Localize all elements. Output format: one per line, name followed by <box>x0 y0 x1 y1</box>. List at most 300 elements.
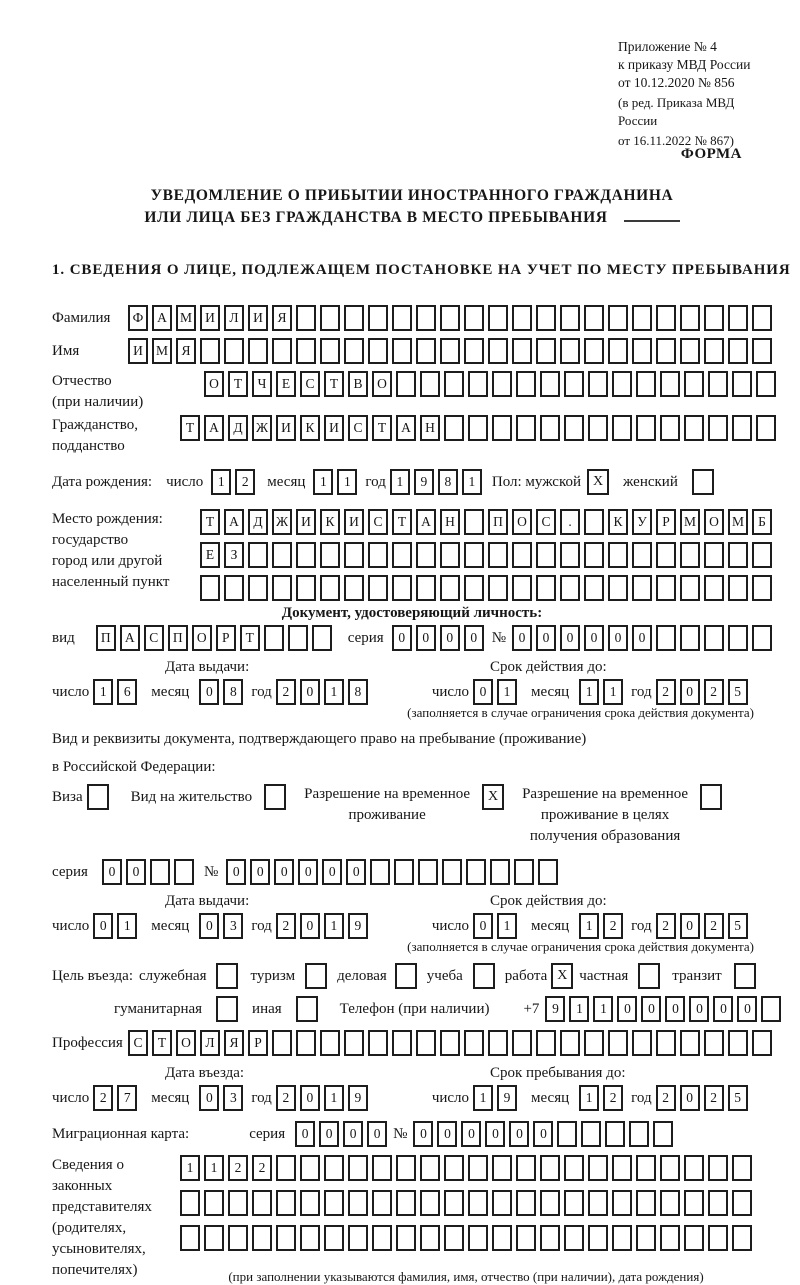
char-cell[interactable]: 2 <box>252 1155 272 1181</box>
char-cell[interactable] <box>612 1190 632 1216</box>
char-cell[interactable] <box>180 1225 200 1251</box>
char-cell[interactable] <box>564 1155 584 1181</box>
char-cell[interactable] <box>605 1121 625 1147</box>
char-cell[interactable] <box>324 1155 344 1181</box>
char-cell[interactable] <box>632 542 652 568</box>
char-cell[interactable] <box>344 1030 364 1056</box>
temp-edu-checkbox[interactable] <box>700 784 722 810</box>
char-cell[interactable] <box>368 305 388 331</box>
char-cell[interactable] <box>368 1030 388 1056</box>
char-cell[interactable]: 1 <box>324 1085 344 1111</box>
char-cell[interactable] <box>174 859 194 885</box>
char-cell[interactable] <box>276 1155 296 1181</box>
char-cell[interactable] <box>416 305 436 331</box>
char-cell[interactable] <box>440 305 460 331</box>
char-cell[interactable] <box>492 1190 512 1216</box>
char-cell[interactable] <box>584 575 604 601</box>
char-cell[interactable]: 2 <box>603 1085 623 1111</box>
char-cell[interactable] <box>612 1155 632 1181</box>
char-cell[interactable]: 1 <box>579 913 599 939</box>
char-cell[interactable] <box>608 305 628 331</box>
char-cell[interactable] <box>680 625 700 651</box>
char-cell[interactable]: Я <box>272 305 292 331</box>
char-cell[interactable] <box>536 542 556 568</box>
char-cell[interactable] <box>704 625 724 651</box>
char-cell[interactable]: Я <box>224 1030 244 1056</box>
char-cell[interactable] <box>536 338 556 364</box>
char-cell[interactable] <box>492 1155 512 1181</box>
char-cell[interactable]: Т <box>200 509 220 535</box>
char-cell[interactable]: О <box>512 509 532 535</box>
char-cell[interactable]: 0 <box>274 859 294 885</box>
char-cell[interactable]: 0 <box>689 996 709 1022</box>
char-cell[interactable]: 0 <box>392 625 412 651</box>
char-cell[interactable] <box>488 1030 508 1056</box>
char-cell[interactable]: Т <box>152 1030 172 1056</box>
char-cell[interactable]: Т <box>180 415 200 441</box>
char-cell[interactable] <box>512 305 532 331</box>
char-cell[interactable]: Ч <box>252 371 272 397</box>
char-cell[interactable] <box>248 338 268 364</box>
char-cell[interactable] <box>588 1225 608 1251</box>
female-checkbox[interactable] <box>692 469 714 495</box>
char-cell[interactable] <box>756 371 776 397</box>
char-cell[interactable]: О <box>204 371 224 397</box>
char-cell[interactable] <box>516 371 536 397</box>
char-cell[interactable] <box>420 1155 440 1181</box>
char-cell[interactable]: 3 <box>223 913 243 939</box>
char-cell[interactable] <box>761 996 781 1022</box>
char-cell[interactable] <box>464 509 484 535</box>
char-cell[interactable]: А <box>152 305 172 331</box>
char-cell[interactable] <box>704 575 724 601</box>
char-cell[interactable]: 0 <box>632 625 652 651</box>
char-cell[interactable] <box>228 1190 248 1216</box>
char-cell[interactable] <box>680 575 700 601</box>
char-cell[interactable] <box>468 415 488 441</box>
char-cell[interactable] <box>728 625 748 651</box>
char-cell[interactable]: Т <box>240 625 260 651</box>
char-cell[interactable]: А <box>416 509 436 535</box>
char-cell[interactable]: 1 <box>593 996 613 1022</box>
char-cell[interactable] <box>392 338 412 364</box>
char-cell[interactable] <box>296 575 316 601</box>
char-cell[interactable]: С <box>536 509 556 535</box>
char-cell[interactable] <box>656 1030 676 1056</box>
char-cell[interactable]: 1 <box>180 1155 200 1181</box>
char-cell[interactable] <box>660 415 680 441</box>
char-cell[interactable] <box>564 415 584 441</box>
char-cell[interactable]: 8 <box>348 679 368 705</box>
char-cell[interactable]: И <box>248 305 268 331</box>
char-cell[interactable] <box>464 338 484 364</box>
char-cell[interactable] <box>344 542 364 568</box>
char-cell[interactable]: 0 <box>440 625 460 651</box>
char-cell[interactable]: О <box>372 371 392 397</box>
char-cell[interactable]: 0 <box>126 859 146 885</box>
char-cell[interactable] <box>416 542 436 568</box>
char-cell[interactable] <box>392 305 412 331</box>
char-cell[interactable]: 1 <box>462 469 482 495</box>
char-cell[interactable]: 0 <box>295 1121 315 1147</box>
char-cell[interactable] <box>704 542 724 568</box>
char-cell[interactable] <box>732 1190 752 1216</box>
char-cell[interactable]: 1 <box>579 679 599 705</box>
char-cell[interactable] <box>584 338 604 364</box>
char-cell[interactable] <box>440 338 460 364</box>
char-cell[interactable] <box>296 305 316 331</box>
char-cell[interactable] <box>536 1030 556 1056</box>
char-cell[interactable]: 2 <box>276 679 296 705</box>
char-cell[interactable] <box>418 859 438 885</box>
char-cell[interactable] <box>540 1225 560 1251</box>
char-cell[interactable]: 0 <box>560 625 580 651</box>
humanitarian-checkbox[interactable] <box>216 996 238 1022</box>
char-cell[interactable]: С <box>144 625 164 651</box>
char-cell[interactable]: К <box>608 509 628 535</box>
char-cell[interactable] <box>444 371 464 397</box>
char-cell[interactable]: 0 <box>641 996 661 1022</box>
char-cell[interactable]: Е <box>276 371 296 397</box>
char-cell[interactable]: 9 <box>348 913 368 939</box>
char-cell[interactable] <box>320 575 340 601</box>
char-cell[interactable] <box>728 575 748 601</box>
char-cell[interactable]: 0 <box>199 913 219 939</box>
char-cell[interactable]: 0 <box>300 913 320 939</box>
char-cell[interactable]: 0 <box>226 859 246 885</box>
other-checkbox[interactable] <box>296 996 318 1022</box>
char-cell[interactable]: Б <box>752 509 772 535</box>
char-cell[interactable] <box>636 415 656 441</box>
char-cell[interactable]: 0 <box>737 996 757 1022</box>
char-cell[interactable] <box>560 305 580 331</box>
char-cell[interactable]: Ж <box>252 415 272 441</box>
char-cell[interactable] <box>684 1190 704 1216</box>
char-cell[interactable] <box>370 859 390 885</box>
char-cell[interactable] <box>564 371 584 397</box>
char-cell[interactable]: А <box>120 625 140 651</box>
char-cell[interactable] <box>732 1225 752 1251</box>
char-cell[interactable] <box>488 542 508 568</box>
char-cell[interactable]: 0 <box>464 625 484 651</box>
char-cell[interactable]: 0 <box>584 625 604 651</box>
char-cell[interactable]: М <box>680 509 700 535</box>
char-cell[interactable] <box>752 1030 772 1056</box>
char-cell[interactable]: М <box>728 509 748 535</box>
char-cell[interactable] <box>440 542 460 568</box>
char-cell[interactable] <box>464 1030 484 1056</box>
char-cell[interactable] <box>372 1155 392 1181</box>
char-cell[interactable]: 9 <box>545 996 565 1022</box>
char-cell[interactable]: 0 <box>617 996 637 1022</box>
char-cell[interactable] <box>392 542 412 568</box>
char-cell[interactable] <box>632 338 652 364</box>
char-cell[interactable]: Т <box>392 509 412 535</box>
char-cell[interactable]: 0 <box>199 1085 219 1111</box>
char-cell[interactable]: С <box>300 371 320 397</box>
char-cell[interactable] <box>490 859 510 885</box>
char-cell[interactable] <box>444 1225 464 1251</box>
char-cell[interactable] <box>728 542 748 568</box>
char-cell[interactable]: 0 <box>536 625 556 651</box>
char-cell[interactable] <box>324 1225 344 1251</box>
char-cell[interactable]: З <box>224 542 244 568</box>
char-cell[interactable]: 5 <box>728 1085 748 1111</box>
char-cell[interactable]: П <box>168 625 188 651</box>
char-cell[interactable]: 0 <box>437 1121 457 1147</box>
char-cell[interactable] <box>660 1190 680 1216</box>
char-cell[interactable] <box>512 575 532 601</box>
char-cell[interactable] <box>488 338 508 364</box>
char-cell[interactable]: Т <box>372 415 392 441</box>
char-cell[interactable] <box>248 575 268 601</box>
char-cell[interactable]: 1 <box>569 996 589 1022</box>
char-cell[interactable]: М <box>152 338 172 364</box>
char-cell[interactable]: 0 <box>473 913 493 939</box>
char-cell[interactable] <box>608 338 628 364</box>
char-cell[interactable]: 5 <box>728 679 748 705</box>
char-cell[interactable] <box>468 1155 488 1181</box>
char-cell[interactable] <box>248 542 268 568</box>
char-cell[interactable]: . <box>560 509 580 535</box>
char-cell[interactable] <box>632 575 652 601</box>
char-cell[interactable] <box>656 625 676 651</box>
char-cell[interactable]: Т <box>324 371 344 397</box>
char-cell[interactable] <box>204 1190 224 1216</box>
char-cell[interactable] <box>200 575 220 601</box>
male-checkbox[interactable]: X <box>587 469 609 495</box>
char-cell[interactable] <box>468 1190 488 1216</box>
char-cell[interactable] <box>584 509 604 535</box>
char-cell[interactable] <box>348 1190 368 1216</box>
char-cell[interactable] <box>728 305 748 331</box>
char-cell[interactable] <box>444 1190 464 1216</box>
char-cell[interactable] <box>416 1030 436 1056</box>
char-cell[interactable]: Р <box>216 625 236 651</box>
char-cell[interactable]: 8 <box>438 469 458 495</box>
char-cell[interactable]: М <box>176 305 196 331</box>
char-cell[interactable] <box>320 338 340 364</box>
char-cell[interactable] <box>516 1155 536 1181</box>
char-cell[interactable] <box>612 1225 632 1251</box>
char-cell[interactable] <box>680 542 700 568</box>
char-cell[interactable] <box>636 1155 656 1181</box>
char-cell[interactable] <box>632 305 652 331</box>
char-cell[interactable]: 2 <box>228 1155 248 1181</box>
char-cell[interactable]: 9 <box>414 469 434 495</box>
char-cell[interactable] <box>420 1225 440 1251</box>
char-cell[interactable] <box>680 1030 700 1056</box>
char-cell[interactable] <box>636 1225 656 1251</box>
char-cell[interactable] <box>564 1190 584 1216</box>
char-cell[interactable] <box>312 625 332 651</box>
char-cell[interactable]: 0 <box>93 913 113 939</box>
char-cell[interactable]: 2 <box>704 679 724 705</box>
char-cell[interactable]: Р <box>248 1030 268 1056</box>
char-cell[interactable] <box>656 305 676 331</box>
char-cell[interactable]: 2 <box>656 1085 676 1111</box>
char-cell[interactable] <box>612 415 632 441</box>
char-cell[interactable] <box>396 1190 416 1216</box>
char-cell[interactable] <box>276 1190 296 1216</box>
char-cell[interactable] <box>732 415 752 441</box>
char-cell[interactable] <box>560 1030 580 1056</box>
char-cell[interactable] <box>516 1190 536 1216</box>
char-cell[interactable] <box>728 1030 748 1056</box>
char-cell[interactable] <box>636 1190 656 1216</box>
char-cell[interactable] <box>538 859 558 885</box>
char-cell[interactable] <box>348 1155 368 1181</box>
char-cell[interactable] <box>728 338 748 364</box>
char-cell[interactable] <box>224 338 244 364</box>
char-cell[interactable]: Т <box>228 371 248 397</box>
char-cell[interactable]: 0 <box>485 1121 505 1147</box>
char-cell[interactable] <box>560 575 580 601</box>
char-cell[interactable]: 1 <box>497 913 517 939</box>
char-cell[interactable] <box>629 1121 649 1147</box>
char-cell[interactable]: О <box>176 1030 196 1056</box>
char-cell[interactable] <box>272 1030 292 1056</box>
char-cell[interactable]: П <box>96 625 116 651</box>
char-cell[interactable] <box>752 542 772 568</box>
char-cell[interactable] <box>288 625 308 651</box>
char-cell[interactable] <box>180 1190 200 1216</box>
char-cell[interactable] <box>300 1225 320 1251</box>
char-cell[interactable] <box>516 1225 536 1251</box>
char-cell[interactable]: 1 <box>313 469 333 495</box>
char-cell[interactable]: 0 <box>322 859 342 885</box>
char-cell[interactable]: 1 <box>337 469 357 495</box>
char-cell[interactable] <box>564 1225 584 1251</box>
char-cell[interactable] <box>296 1030 316 1056</box>
char-cell[interactable] <box>444 1155 464 1181</box>
char-cell[interactable]: А <box>204 415 224 441</box>
visa-checkbox[interactable] <box>87 784 109 810</box>
char-cell[interactable]: 8 <box>223 679 243 705</box>
char-cell[interactable] <box>372 1225 392 1251</box>
char-cell[interactable] <box>492 415 512 441</box>
char-cell[interactable] <box>752 338 772 364</box>
char-cell[interactable]: Л <box>224 305 244 331</box>
char-cell[interactable]: 2 <box>656 913 676 939</box>
char-cell[interactable] <box>416 338 436 364</box>
char-cell[interactable] <box>440 575 460 601</box>
char-cell[interactable] <box>514 859 534 885</box>
char-cell[interactable]: 2 <box>704 1085 724 1111</box>
char-cell[interactable] <box>540 371 560 397</box>
char-cell[interactable]: 0 <box>300 1085 320 1111</box>
char-cell[interactable] <box>394 859 414 885</box>
char-cell[interactable] <box>536 575 556 601</box>
char-cell[interactable]: 9 <box>348 1085 368 1111</box>
char-cell[interactable]: 2 <box>603 913 623 939</box>
char-cell[interactable] <box>300 1155 320 1181</box>
char-cell[interactable]: 2 <box>235 469 255 495</box>
work-checkbox[interactable]: X <box>551 963 573 989</box>
char-cell[interactable]: 1 <box>117 913 137 939</box>
char-cell[interactable]: 1 <box>390 469 410 495</box>
char-cell[interactable]: А <box>224 509 244 535</box>
char-cell[interactable]: Е <box>200 542 220 568</box>
char-cell[interactable]: 5 <box>728 913 748 939</box>
char-cell[interactable] <box>150 859 170 885</box>
char-cell[interactable]: Я <box>176 338 196 364</box>
char-cell[interactable] <box>392 575 412 601</box>
char-cell[interactable] <box>420 371 440 397</box>
char-cell[interactable] <box>752 575 772 601</box>
char-cell[interactable] <box>608 575 628 601</box>
char-cell[interactable]: 0 <box>509 1121 529 1147</box>
char-cell[interactable]: 1 <box>211 469 231 495</box>
char-cell[interactable]: 1 <box>324 679 344 705</box>
char-cell[interactable]: 1 <box>324 913 344 939</box>
char-cell[interactable] <box>224 575 244 601</box>
char-cell[interactable] <box>708 1225 728 1251</box>
char-cell[interactable] <box>660 1155 680 1181</box>
char-cell[interactable]: Н <box>440 509 460 535</box>
char-cell[interactable]: О <box>704 509 724 535</box>
char-cell[interactable]: В <box>348 371 368 397</box>
char-cell[interactable] <box>296 338 316 364</box>
char-cell[interactable] <box>276 1225 296 1251</box>
study-checkbox[interactable] <box>473 963 495 989</box>
char-cell[interactable]: 1 <box>204 1155 224 1181</box>
char-cell[interactable] <box>204 1225 224 1251</box>
char-cell[interactable]: И <box>200 305 220 331</box>
char-cell[interactable]: 3 <box>223 1085 243 1111</box>
char-cell[interactable]: 1 <box>497 679 517 705</box>
char-cell[interactable] <box>636 371 656 397</box>
char-cell[interactable] <box>560 542 580 568</box>
char-cell[interactable]: У <box>632 509 652 535</box>
char-cell[interactable] <box>752 625 772 651</box>
char-cell[interactable]: 0 <box>298 859 318 885</box>
char-cell[interactable] <box>756 415 776 441</box>
char-cell[interactable] <box>368 338 388 364</box>
char-cell[interactable]: 0 <box>250 859 270 885</box>
char-cell[interactable] <box>660 371 680 397</box>
char-cell[interactable]: 0 <box>413 1121 433 1147</box>
char-cell[interactable] <box>488 305 508 331</box>
char-cell[interactable] <box>516 415 536 441</box>
transit-checkbox[interactable] <box>734 963 756 989</box>
char-cell[interactable]: П <box>488 509 508 535</box>
char-cell[interactable] <box>420 1190 440 1216</box>
char-cell[interactable] <box>608 542 628 568</box>
char-cell[interactable] <box>492 371 512 397</box>
char-cell[interactable] <box>372 1190 392 1216</box>
char-cell[interactable]: С <box>128 1030 148 1056</box>
char-cell[interactable] <box>512 338 532 364</box>
char-cell[interactable]: 7 <box>117 1085 137 1111</box>
char-cell[interactable] <box>464 575 484 601</box>
char-cell[interactable]: Ж <box>272 509 292 535</box>
char-cell[interactable] <box>588 415 608 441</box>
char-cell[interactable]: 0 <box>608 625 628 651</box>
char-cell[interactable] <box>704 305 724 331</box>
char-cell[interactable]: 0 <box>319 1121 339 1147</box>
char-cell[interactable]: Р <box>656 509 676 535</box>
char-cell[interactable] <box>540 1190 560 1216</box>
char-cell[interactable]: И <box>296 509 316 535</box>
char-cell[interactable]: А <box>396 415 416 441</box>
char-cell[interactable] <box>444 415 464 441</box>
char-cell[interactable] <box>632 1030 652 1056</box>
char-cell[interactable] <box>536 305 556 331</box>
char-cell[interactable] <box>320 305 340 331</box>
char-cell[interactable] <box>684 415 704 441</box>
char-cell[interactable] <box>324 1190 344 1216</box>
